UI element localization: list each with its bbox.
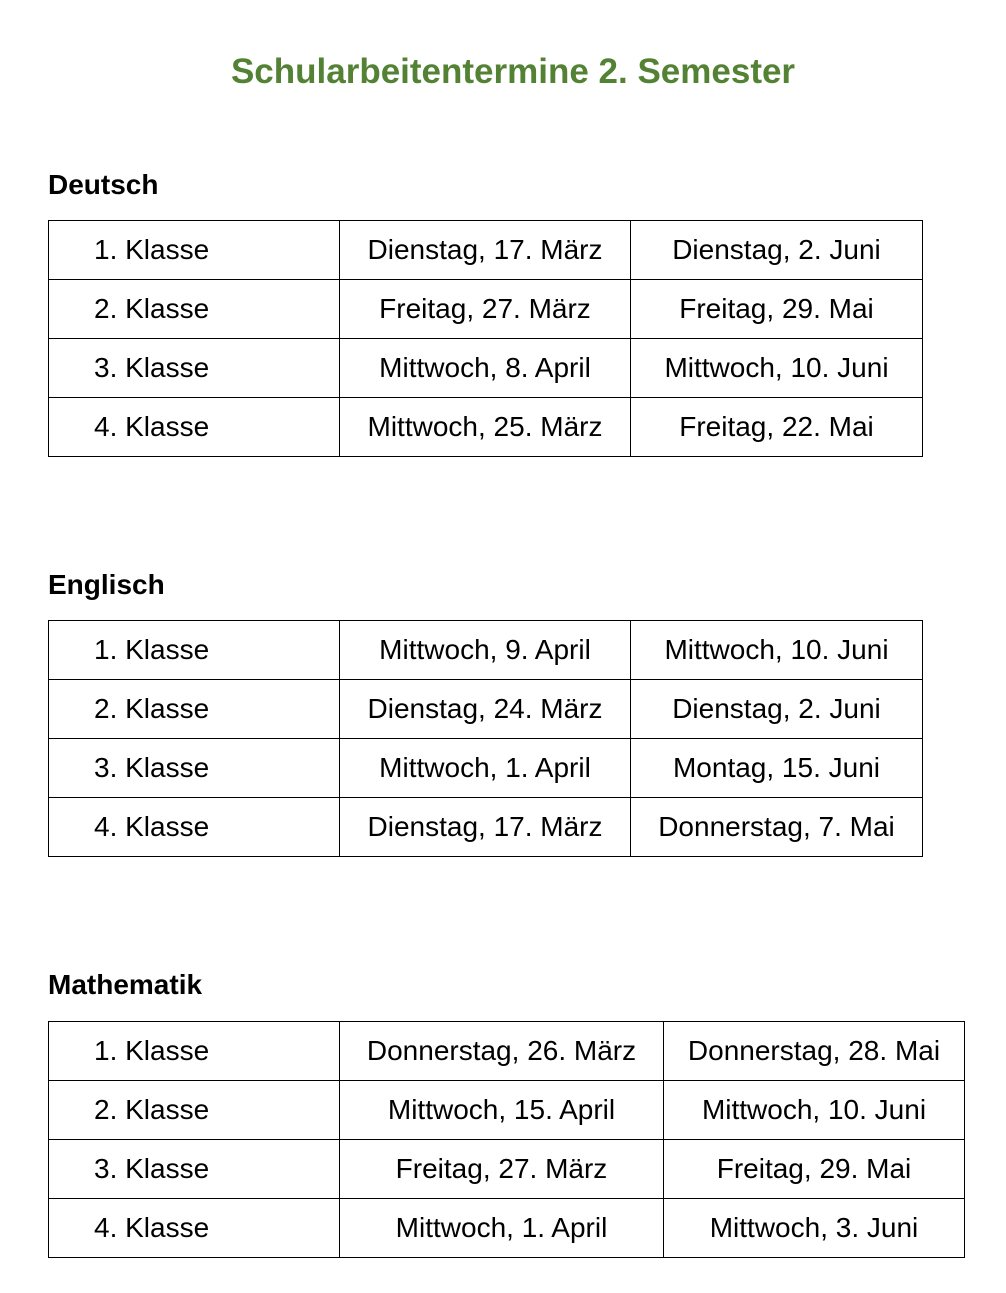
class-cell: 3. Klasse [49, 1140, 340, 1199]
schedule-table-mathematik [48, 1021, 965, 1258]
page-title: Schularbeitentermine 2. Semester [230, 52, 796, 91]
first-exam-date-cell: Dienstag, 17. März [340, 798, 631, 857]
second-exam-date-cell: Mittwoch, 3. Juni [664, 1199, 965, 1258]
table-row [49, 280, 923, 339]
class-cell: 3. Klasse [49, 739, 340, 798]
second-exam-date-cell: Freitag, 29. Mai [631, 280, 923, 339]
second-exam-date-cell: Montag, 15. Juni [631, 739, 923, 798]
table-row [49, 221, 923, 280]
first-exam-date-cell: Freitag, 27. März [340, 1140, 664, 1199]
second-exam-date-cell: Mittwoch, 10. Juni [631, 621, 923, 680]
second-exam-date-cell: Donnerstag, 7. Mai [631, 798, 923, 857]
class-cell: 1. Klasse [49, 621, 340, 680]
class-cell: 3. Klasse [49, 339, 340, 398]
section-heading-mathematik: Mathematik [48, 969, 203, 1000]
second-exam-date-cell: Freitag, 22. Mai [631, 398, 923, 457]
class-cell: 2. Klasse [49, 280, 340, 339]
second-exam-date-cell: Dienstag, 2. Juni [631, 680, 923, 739]
first-exam-date-cell: Mittwoch, 9. April [340, 621, 631, 680]
schedule-table-deutsch [48, 220, 923, 457]
first-exam-date-cell: Mittwoch, 15. April [340, 1081, 664, 1140]
table-row [49, 1199, 965, 1258]
first-exam-date-cell: Donnerstag, 26. März [340, 1022, 664, 1081]
second-exam-date-cell: Freitag, 29. Mai [664, 1140, 965, 1199]
table-row [49, 1140, 965, 1199]
section-heading-englisch: Englisch [48, 569, 165, 600]
second-exam-date-cell: Dienstag, 2. Juni [631, 221, 923, 280]
table-row [49, 1081, 965, 1140]
table-row [49, 680, 923, 739]
class-cell: 4. Klasse [49, 798, 340, 857]
first-exam-date-cell: Dienstag, 17. März [340, 221, 631, 280]
second-exam-date-cell: Mittwoch, 10. Juni [631, 339, 923, 398]
class-cell: 2. Klasse [49, 1081, 340, 1140]
table-row [49, 339, 923, 398]
class-cell: 4. Klasse [49, 398, 340, 457]
first-exam-date-cell: Mittwoch, 8. April [340, 339, 631, 398]
first-exam-date-cell: Mittwoch, 1. April [340, 1199, 664, 1258]
class-cell: 2. Klasse [49, 680, 340, 739]
schedule-table-englisch [48, 620, 923, 857]
second-exam-date-cell: Mittwoch, 10. Juni [664, 1081, 965, 1140]
table-row [49, 798, 923, 857]
first-exam-date-cell: Dienstag, 24. März [340, 680, 631, 739]
second-exam-date-cell: Donnerstag, 28. Mai [664, 1022, 965, 1081]
first-exam-date-cell: Mittwoch, 1. April [340, 739, 631, 798]
section-heading-deutsch: Deutsch [48, 169, 159, 200]
table-row [49, 621, 923, 680]
first-exam-date-cell: Mittwoch, 25. März [340, 398, 631, 457]
class-cell: 1. Klasse [49, 1022, 340, 1081]
class-cell: 1. Klasse [49, 221, 340, 280]
table-row [49, 1022, 965, 1081]
first-exam-date-cell: Freitag, 27. März [340, 280, 631, 339]
class-cell: 4. Klasse [49, 1199, 340, 1258]
table-row [49, 398, 923, 457]
table-row [49, 739, 923, 798]
